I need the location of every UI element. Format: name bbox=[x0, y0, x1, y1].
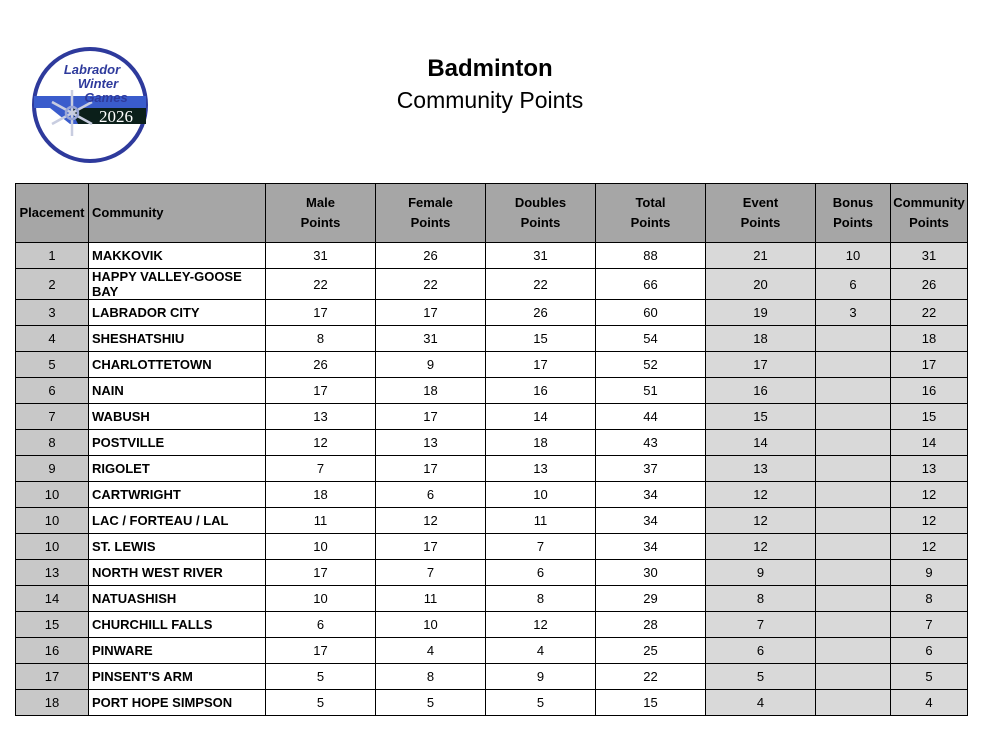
cell-event-points: 17 bbox=[706, 352, 816, 378]
column-header-bonus-points bbox=[816, 184, 891, 243]
cell-community: WABUSH bbox=[89, 404, 266, 430]
column-header-label: Doubles bbox=[514, 195, 567, 210]
cell-total-points: 34 bbox=[596, 482, 706, 508]
cell-doubles-points: 10 bbox=[486, 482, 596, 508]
cell-community-points: 14 bbox=[891, 430, 968, 456]
cell-doubles-points: 17 bbox=[486, 352, 596, 378]
cell-community: ST. LEWIS bbox=[89, 534, 266, 560]
cell-total-points: 66 bbox=[596, 269, 706, 300]
cell-bonus-points bbox=[816, 352, 891, 378]
cell-placement: 13 bbox=[16, 560, 89, 586]
cell-placement: 17 bbox=[16, 664, 89, 690]
cell-bonus-points: 10 bbox=[816, 243, 891, 269]
cell-female-points: 12 bbox=[376, 508, 486, 534]
cell-bonus-points bbox=[816, 378, 891, 404]
cell-placement: 14 bbox=[16, 586, 89, 612]
cell-female-points: 4 bbox=[376, 638, 486, 664]
page-title: Badminton bbox=[427, 55, 553, 82]
cell-doubles-points: 11 bbox=[486, 508, 596, 534]
cell-community: PORT HOPE SIMPSON bbox=[89, 690, 266, 716]
table-header-row bbox=[16, 184, 968, 243]
table-row bbox=[16, 690, 968, 716]
cell-doubles-points: 9 bbox=[486, 664, 596, 690]
cell-total-points: 88 bbox=[596, 243, 706, 269]
cell-male-points: 7 bbox=[266, 456, 376, 482]
logo-emblem bbox=[30, 46, 150, 164]
cell-female-points: 22 bbox=[376, 269, 486, 300]
cell-total-points: 15 bbox=[596, 690, 706, 716]
table-row bbox=[16, 404, 968, 430]
table-row bbox=[16, 456, 968, 482]
cell-female-points: 13 bbox=[376, 430, 486, 456]
cell-bonus-points bbox=[816, 638, 891, 664]
cell-placement: 15 bbox=[16, 612, 89, 638]
column-header-label: Female bbox=[408, 195, 453, 210]
cell-community: SHESHATSHIU bbox=[89, 326, 266, 352]
cell-doubles-points: 4 bbox=[486, 638, 596, 664]
title-block bbox=[340, 54, 640, 116]
table-row bbox=[16, 430, 968, 456]
cell-placement: 7 bbox=[16, 404, 89, 430]
cell-male-points: 13 bbox=[266, 404, 376, 430]
table-row bbox=[16, 482, 968, 508]
cell-male-points: 17 bbox=[266, 300, 376, 326]
cell-community: NATUASHISH bbox=[89, 586, 266, 612]
cell-event-points: 4 bbox=[706, 690, 816, 716]
column-header-label: Male bbox=[306, 195, 335, 210]
cell-doubles-points: 31 bbox=[486, 243, 596, 269]
cell-placement: 8 bbox=[16, 430, 89, 456]
table-body bbox=[16, 243, 968, 716]
column-header-community-points bbox=[891, 184, 968, 243]
cell-female-points: 5 bbox=[376, 690, 486, 716]
cell-community-points: 7 bbox=[891, 612, 968, 638]
cell-community: NORTH WEST RIVER bbox=[89, 560, 266, 586]
cell-placement: 10 bbox=[16, 534, 89, 560]
cell-male-points: 17 bbox=[266, 638, 376, 664]
table-row bbox=[16, 269, 968, 300]
cell-doubles-points: 16 bbox=[486, 378, 596, 404]
cell-doubles-points: 7 bbox=[486, 534, 596, 560]
cell-doubles-points: 26 bbox=[486, 300, 596, 326]
cell-female-points: 9 bbox=[376, 352, 486, 378]
cell-doubles-points: 14 bbox=[486, 404, 596, 430]
cell-placement: 9 bbox=[16, 456, 89, 482]
table-row bbox=[16, 378, 968, 404]
games-logo bbox=[30, 46, 150, 164]
cell-community: LAC / FORTEAU / LAL bbox=[89, 508, 266, 534]
cell-community-points: 26 bbox=[891, 269, 968, 300]
cell-community: LABRADOR CITY bbox=[89, 300, 266, 326]
cell-placement: 10 bbox=[16, 482, 89, 508]
column-header-event-points bbox=[706, 184, 816, 243]
cell-community-points: 18 bbox=[891, 326, 968, 352]
cell-event-points: 13 bbox=[706, 456, 816, 482]
table-row bbox=[16, 243, 968, 269]
cell-event-points: 15 bbox=[706, 404, 816, 430]
cell-total-points: 44 bbox=[596, 404, 706, 430]
cell-placement: 18 bbox=[16, 690, 89, 716]
column-header-label: Points bbox=[410, 215, 451, 230]
cell-total-points: 37 bbox=[596, 456, 706, 482]
cell-placement: 3 bbox=[16, 300, 89, 326]
cell-community: PINWARE bbox=[89, 638, 266, 664]
column-header-doubles-points bbox=[486, 184, 596, 243]
cell-bonus-points bbox=[816, 326, 891, 352]
column-header-label: Points bbox=[740, 215, 781, 230]
cell-total-points: 30 bbox=[596, 560, 706, 586]
cell-female-points: 18 bbox=[376, 378, 486, 404]
logo-text-line3: Games bbox=[84, 90, 128, 105]
cell-female-points: 8 bbox=[376, 664, 486, 690]
cell-community-points: 15 bbox=[891, 404, 968, 430]
cell-total-points: 54 bbox=[596, 326, 706, 352]
cell-male-points: 17 bbox=[266, 560, 376, 586]
cell-total-points: 34 bbox=[596, 508, 706, 534]
table-row bbox=[16, 612, 968, 638]
table-row bbox=[16, 638, 968, 664]
cell-community: CHURCHILL FALLS bbox=[89, 612, 266, 638]
cell-bonus-points bbox=[816, 508, 891, 534]
column-header-label: Community bbox=[893, 195, 965, 210]
cell-bonus-points: 6 bbox=[816, 269, 891, 300]
cell-placement: 1 bbox=[16, 243, 89, 269]
column-header-placement bbox=[16, 184, 89, 243]
cell-female-points: 31 bbox=[376, 326, 486, 352]
cell-male-points: 26 bbox=[266, 352, 376, 378]
table-row bbox=[16, 352, 968, 378]
cell-community-points: 4 bbox=[891, 690, 968, 716]
cell-bonus-points bbox=[816, 482, 891, 508]
cell-event-points: 18 bbox=[706, 326, 816, 352]
cell-community-points: 12 bbox=[891, 534, 968, 560]
column-header-label: Points bbox=[909, 215, 949, 230]
cell-male-points: 6 bbox=[266, 612, 376, 638]
cell-placement: 6 bbox=[16, 378, 89, 404]
cell-event-points: 5 bbox=[706, 664, 816, 690]
table-row bbox=[16, 300, 968, 326]
cell-doubles-points: 6 bbox=[486, 560, 596, 586]
table-row bbox=[16, 560, 968, 586]
cell-total-points: 28 bbox=[596, 612, 706, 638]
cell-community-points: 9 bbox=[891, 560, 968, 586]
cell-female-points: 17 bbox=[376, 300, 486, 326]
table-row bbox=[16, 508, 968, 534]
cell-total-points: 60 bbox=[596, 300, 706, 326]
cell-bonus-points bbox=[816, 430, 891, 456]
cell-community-points: 5 bbox=[891, 664, 968, 690]
cell-community: MAKKOVIK bbox=[89, 243, 266, 269]
cell-doubles-points: 15 bbox=[486, 326, 596, 352]
column-header-label: Community bbox=[92, 205, 164, 220]
cell-placement: 4 bbox=[16, 326, 89, 352]
cell-bonus-points bbox=[816, 456, 891, 482]
cell-community-points: 8 bbox=[891, 586, 968, 612]
cell-community-points: 16 bbox=[891, 378, 968, 404]
cell-female-points: 6 bbox=[376, 482, 486, 508]
cell-event-points: 7 bbox=[706, 612, 816, 638]
column-header-label: Points bbox=[300, 215, 341, 230]
cell-male-points: 12 bbox=[266, 430, 376, 456]
cell-community-points: 13 bbox=[891, 456, 968, 482]
cell-community: NAIN bbox=[89, 378, 266, 404]
cell-male-points: 11 bbox=[266, 508, 376, 534]
cell-bonus-points bbox=[816, 612, 891, 638]
column-header-total-points bbox=[596, 184, 706, 243]
cell-placement: 16 bbox=[16, 638, 89, 664]
cell-male-points: 18 bbox=[266, 482, 376, 508]
cell-female-points: 10 bbox=[376, 612, 486, 638]
table-row bbox=[16, 326, 968, 352]
cell-event-points: 12 bbox=[706, 508, 816, 534]
cell-female-points: 17 bbox=[376, 404, 486, 430]
cell-event-points: 20 bbox=[706, 269, 816, 300]
cell-total-points: 22 bbox=[596, 664, 706, 690]
cell-event-points: 9 bbox=[706, 560, 816, 586]
cell-community: POSTVILLE bbox=[89, 430, 266, 456]
community-points-table bbox=[15, 183, 968, 716]
cell-female-points: 17 bbox=[376, 534, 486, 560]
cell-community: HAPPY VALLEY-GOOSE BAY bbox=[89, 269, 266, 300]
column-header-label: Total bbox=[635, 195, 666, 210]
cell-doubles-points: 13 bbox=[486, 456, 596, 482]
cell-male-points: 10 bbox=[266, 534, 376, 560]
column-header-label: Points bbox=[833, 215, 873, 230]
column-header-label: Points bbox=[520, 215, 561, 230]
cell-event-points: 6 bbox=[706, 638, 816, 664]
cell-doubles-points: 12 bbox=[486, 612, 596, 638]
table-row bbox=[16, 586, 968, 612]
column-header-label: Bonus bbox=[832, 195, 874, 210]
cell-bonus-points: 3 bbox=[816, 300, 891, 326]
cell-male-points: 5 bbox=[266, 664, 376, 690]
cell-bonus-points bbox=[816, 690, 891, 716]
cell-total-points: 29 bbox=[596, 586, 706, 612]
cell-bonus-points bbox=[816, 534, 891, 560]
cell-event-points: 12 bbox=[706, 534, 816, 560]
cell-male-points: 5 bbox=[266, 690, 376, 716]
cell-event-points: 8 bbox=[706, 586, 816, 612]
cell-female-points: 26 bbox=[376, 243, 486, 269]
cell-female-points: 17 bbox=[376, 456, 486, 482]
cell-event-points: 19 bbox=[706, 300, 816, 326]
cell-placement: 5 bbox=[16, 352, 89, 378]
cell-placement: 2 bbox=[16, 269, 89, 300]
cell-total-points: 43 bbox=[596, 430, 706, 456]
logo-year: 2026 bbox=[99, 107, 133, 126]
cell-community-points: 31 bbox=[891, 243, 968, 269]
cell-total-points: 25 bbox=[596, 638, 706, 664]
cell-doubles-points: 8 bbox=[486, 586, 596, 612]
column-header-female-points bbox=[376, 184, 486, 243]
cell-placement: 10 bbox=[16, 508, 89, 534]
cell-bonus-points bbox=[816, 664, 891, 690]
cell-bonus-points bbox=[816, 586, 891, 612]
column-header-label: Points bbox=[630, 215, 671, 230]
cell-community-points: 12 bbox=[891, 482, 968, 508]
cell-community: CHARLOTTETOWN bbox=[89, 352, 266, 378]
column-header-label: Event bbox=[742, 195, 779, 210]
cell-female-points: 11 bbox=[376, 586, 486, 612]
column-header-community bbox=[89, 184, 266, 243]
cell-male-points: 22 bbox=[266, 269, 376, 300]
cell-community-points: 6 bbox=[891, 638, 968, 664]
cell-event-points: 14 bbox=[706, 430, 816, 456]
cell-community: RIGOLET bbox=[89, 456, 266, 482]
cell-community-points: 12 bbox=[891, 508, 968, 534]
cell-total-points: 34 bbox=[596, 534, 706, 560]
cell-male-points: 10 bbox=[266, 586, 376, 612]
cell-female-points: 7 bbox=[376, 560, 486, 586]
cell-event-points: 21 bbox=[706, 243, 816, 269]
column-header-label: Placement bbox=[19, 205, 85, 220]
cell-doubles-points: 5 bbox=[486, 690, 596, 716]
cell-male-points: 31 bbox=[266, 243, 376, 269]
cell-total-points: 51 bbox=[596, 378, 706, 404]
cell-bonus-points bbox=[816, 404, 891, 430]
table-row bbox=[16, 534, 968, 560]
cell-community-points: 22 bbox=[891, 300, 968, 326]
cell-male-points: 8 bbox=[266, 326, 376, 352]
column-header-male-points bbox=[266, 184, 376, 243]
table-row bbox=[16, 664, 968, 690]
cell-doubles-points: 18 bbox=[486, 430, 596, 456]
cell-community: CARTWRIGHT bbox=[89, 482, 266, 508]
cell-bonus-points bbox=[816, 560, 891, 586]
page-subtitle: Community Points bbox=[396, 87, 584, 113]
logo-text-line1: Labrador bbox=[63, 62, 121, 77]
logo-text-line2: Winter bbox=[77, 76, 119, 91]
cell-event-points: 16 bbox=[706, 378, 816, 404]
cell-total-points: 52 bbox=[596, 352, 706, 378]
cell-male-points: 17 bbox=[266, 378, 376, 404]
cell-doubles-points: 22 bbox=[486, 269, 596, 300]
cell-community-points: 17 bbox=[891, 352, 968, 378]
cell-event-points: 12 bbox=[706, 482, 816, 508]
cell-community: PINSENT'S ARM bbox=[89, 664, 266, 690]
